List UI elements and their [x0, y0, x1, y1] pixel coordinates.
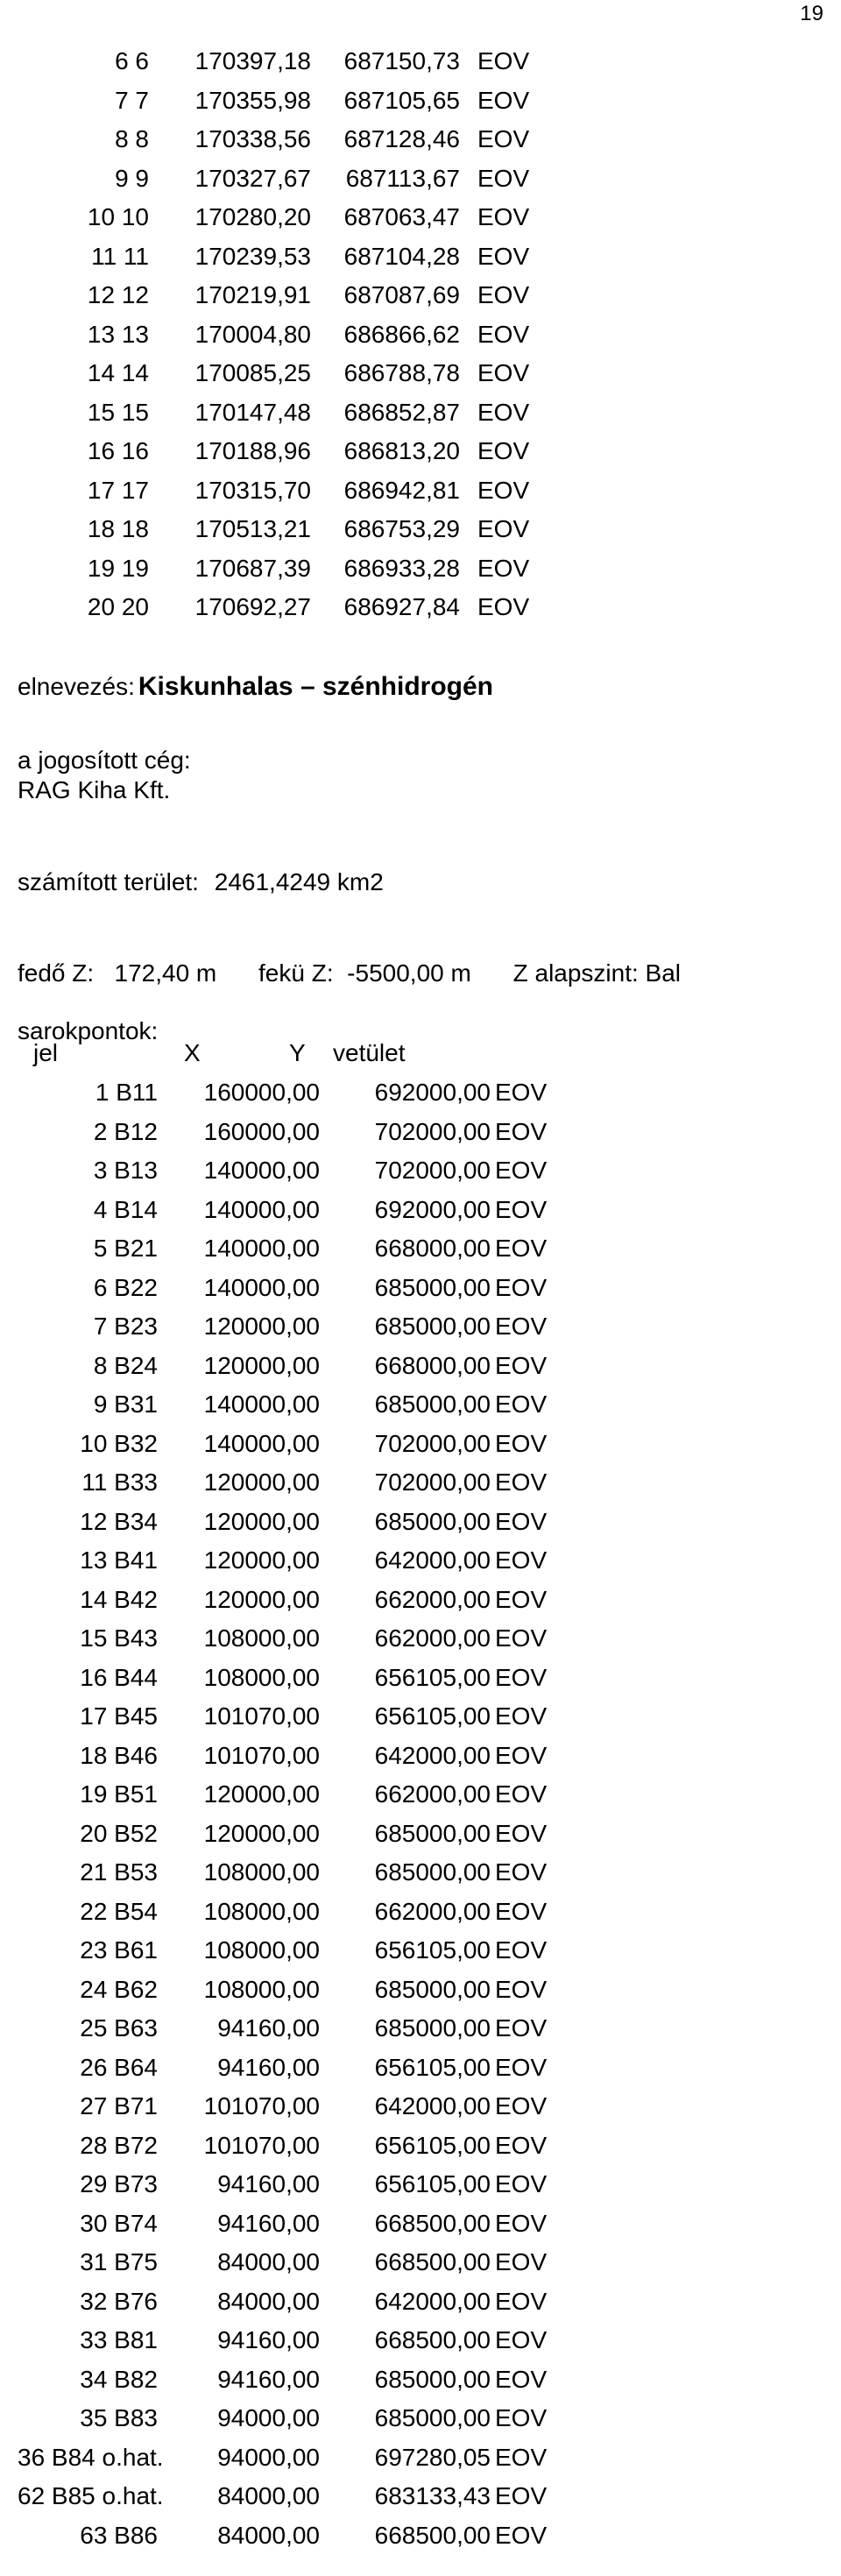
point-id: 5 B21 [93, 1235, 158, 1262]
point-id: 7 B23 [93, 1313, 158, 1340]
x-value: 94000,00 [217, 2443, 320, 2471]
x-value: 108000,00 [203, 1663, 320, 1691]
projection: EOV [477, 476, 530, 504]
corners-label: sarokpontok: [18, 1017, 159, 1044]
x-value: 170513,21 [194, 515, 311, 542]
projection: EOV [495, 1468, 548, 1496]
projection: EOV [477, 203, 530, 230]
area-value: 2461,4249 km2 [214, 868, 384, 895]
projection: EOV [477, 125, 530, 152]
point-id: 35 B83 [80, 2404, 158, 2431]
y-value: 687104,28 [343, 242, 460, 270]
point-id: 34 B82 [80, 2365, 158, 2393]
x-value: 140000,00 [203, 1195, 320, 1223]
x-value: 120000,00 [203, 1507, 320, 1535]
company-value: RAG Kiha Kft. [18, 776, 171, 803]
name-row [18, 672, 493, 702]
header-vetulet: vetület [333, 1039, 406, 1066]
projection: EOV [495, 2014, 548, 2042]
point-id: 32 B76 [80, 2287, 158, 2315]
projection: EOV [477, 281, 530, 308]
x-value: 101070,00 [203, 2092, 320, 2120]
point-id: 33 B81 [80, 2326, 158, 2353]
y-value: 686927,84 [343, 593, 460, 620]
x-value: 140000,00 [203, 1391, 320, 1418]
projection: EOV [495, 1780, 548, 1808]
x-value: 101070,00 [203, 2131, 320, 2159]
y-value: 642000,00 [374, 1546, 491, 1574]
x-value: 170004,80 [194, 320, 311, 348]
projection: EOV [495, 1663, 548, 1691]
x-value: 94160,00 [217, 2326, 320, 2353]
y-value: 685000,00 [374, 2365, 491, 2393]
y-value: 685000,00 [374, 1975, 491, 2003]
point-id: 1 B11 [95, 1079, 158, 1106]
x-value: 170327,67 [194, 164, 311, 192]
point-id: 20 20 [87, 593, 149, 620]
point-id: 10 B32 [80, 1429, 158, 1457]
x-value: 170188,96 [194, 437, 311, 464]
projection: EOV [495, 1157, 548, 1184]
y-value: 686866,62 [343, 320, 460, 348]
projection: EOV [477, 86, 530, 114]
projection: EOV [495, 2482, 548, 2509]
point-id: 11 11 [91, 242, 149, 270]
x-value: 101070,00 [203, 1741, 320, 1769]
y-value: 685000,00 [374, 1273, 491, 1301]
projection: EOV [477, 437, 530, 464]
projection: EOV [495, 1079, 548, 1106]
point-id: 31 B75 [80, 2248, 158, 2275]
x-value: 120000,00 [203, 1585, 320, 1613]
projection: EOV [495, 2404, 548, 2431]
y-value: 656105,00 [374, 1936, 491, 1964]
point-id: 17 17 [87, 476, 149, 504]
point-id: 23 B61 [80, 1936, 158, 1964]
x-value: 108000,00 [203, 1624, 320, 1652]
projection: EOV [495, 2170, 548, 2197]
point-id: 10 10 [87, 203, 149, 230]
projection: EOV [495, 1741, 548, 1769]
y-value: 692000,00 [374, 1195, 491, 1223]
point-id: 16 B44 [80, 1663, 158, 1691]
point-id: 16 16 [87, 437, 149, 464]
projection: EOV [477, 515, 530, 542]
projection: EOV [495, 1117, 548, 1145]
projection: EOV [477, 47, 530, 74]
x-value: 120000,00 [203, 1313, 320, 1340]
projection: EOV [495, 1975, 548, 2003]
x-value: 170338,56 [194, 125, 311, 152]
x-value: 170280,20 [194, 203, 311, 230]
y-value: 685000,00 [374, 2014, 491, 2042]
x-value: 120000,00 [203, 1468, 320, 1496]
y-value: 642000,00 [374, 1741, 491, 1769]
x-value: 160000,00 [203, 1117, 320, 1145]
projection: EOV [495, 1195, 548, 1223]
point-id: 19 B51 [80, 1780, 158, 1808]
alapszint-text: Z alapszint: Bal [512, 959, 682, 987]
projection: EOV [495, 1235, 548, 1262]
point-id: 26 B64 [80, 2053, 158, 2081]
projection: EOV [495, 1351, 548, 1379]
y-value: 685000,00 [374, 1391, 491, 1418]
point-id: 15 15 [87, 398, 149, 426]
y-value: 642000,00 [374, 2287, 491, 2315]
y-value: 685000,00 [374, 1507, 491, 1535]
x-value: 94160,00 [217, 2014, 320, 2042]
point-id: 18 18 [87, 515, 149, 542]
y-value: 662000,00 [374, 1897, 491, 1925]
header-x: X [184, 1039, 201, 1066]
x-value: 94160,00 [217, 2170, 320, 2197]
projection: EOV [495, 2053, 548, 2081]
y-value: 687087,69 [343, 281, 460, 308]
y-value: 668500,00 [374, 2209, 491, 2237]
projection: EOV [495, 1624, 548, 1652]
x-value: 108000,00 [203, 1975, 320, 2003]
company-block [18, 746, 191, 805]
point-id: 6 6 [115, 47, 149, 74]
company-label: a jogosított cég: [18, 747, 191, 774]
point-id: 11 B33 [81, 1468, 158, 1496]
y-value: 685000,00 [374, 2404, 491, 2431]
point-id: 9 9 [115, 164, 149, 192]
point-id: 12 12 [87, 281, 149, 308]
y-value: 668000,00 [374, 1235, 491, 1262]
x-value: 84000,00 [217, 2248, 320, 2275]
projection: EOV [477, 359, 530, 386]
x-value: 170219,91 [194, 281, 311, 308]
x-value: 170355,98 [194, 86, 311, 114]
point-id: 28 B72 [80, 2131, 158, 2159]
projection: EOV [477, 242, 530, 270]
fedo-text: fedő Z: 172,40 m [18, 959, 217, 987]
point-id: 13 13 [87, 320, 149, 348]
y-value: 683133,43 [374, 2482, 491, 2509]
projection: EOV [495, 1313, 548, 1340]
y-value: 662000,00 [374, 1780, 491, 1808]
projection: EOV [495, 2443, 548, 2471]
projection: EOV [495, 1273, 548, 1301]
y-value: 692000,00 [374, 1079, 491, 1106]
point-id: 8 8 [115, 125, 149, 152]
point-id: 27 B71 [80, 2092, 158, 2120]
x-value: 140000,00 [203, 1273, 320, 1301]
projection: EOV [495, 2326, 548, 2353]
point-id: 15 B43 [80, 1624, 158, 1652]
point-id: 18 B46 [80, 1741, 158, 1769]
x-value: 120000,00 [203, 1780, 320, 1808]
y-value: 686788,78 [343, 359, 460, 386]
y-value: 685000,00 [374, 1313, 491, 1340]
x-value: 140000,00 [203, 1429, 320, 1457]
point-id: 63 B86 [80, 2521, 158, 2549]
point-id: 29 B73 [80, 2170, 158, 2197]
y-value: 702000,00 [374, 1429, 491, 1457]
point-id: 3 B13 [93, 1157, 158, 1184]
y-value: 686813,20 [343, 437, 460, 464]
y-value: 656105,00 [374, 1702, 491, 1730]
y-value: 687113,67 [345, 164, 460, 192]
y-value: 702000,00 [374, 1468, 491, 1496]
area-row [18, 867, 384, 897]
x-value: 170239,53 [194, 242, 311, 270]
point-id: 19 19 [87, 554, 149, 582]
point-id: 8 B24 [93, 1351, 158, 1379]
y-value: 702000,00 [374, 1157, 491, 1184]
point-id: 17 B45 [80, 1702, 158, 1730]
y-value: 668500,00 [374, 2248, 491, 2275]
x-value: 170397,18 [194, 47, 311, 74]
projection: EOV [477, 593, 530, 620]
y-value: 668500,00 [374, 2326, 491, 2353]
y-value: 662000,00 [374, 1624, 491, 1652]
y-value: 697280,05 [374, 2443, 491, 2471]
y-value: 668500,00 [374, 2521, 491, 2549]
y-value: 687150,73 [343, 47, 460, 74]
y-value: 686852,87 [343, 398, 460, 426]
x-value: 84000,00 [217, 2287, 320, 2315]
point-id: 25 B63 [80, 2014, 158, 2042]
projection: EOV [495, 2092, 548, 2120]
x-value: 170687,39 [194, 554, 311, 582]
projection: EOV [495, 1897, 548, 1925]
x-value: 108000,00 [203, 1858, 320, 1886]
x-value: 94160,00 [217, 2053, 320, 2081]
y-value: 656105,00 [374, 2053, 491, 2081]
x-value: 108000,00 [203, 1936, 320, 1964]
x-value: 120000,00 [203, 1546, 320, 1574]
point-id: 20 B52 [80, 1819, 158, 1847]
x-value: 120000,00 [203, 1351, 320, 1379]
x-value: 94000,00 [217, 2404, 320, 2431]
y-value: 668000,00 [374, 1351, 491, 1379]
projection: EOV [495, 1391, 548, 1418]
point-id: 22 B54 [80, 1897, 158, 1925]
point-id: 21 B53 [80, 1858, 158, 1886]
feku-text: fekü Z: -5500,00 m [258, 959, 471, 987]
projection: EOV [477, 398, 530, 426]
x-value: 170085,25 [194, 359, 311, 386]
x-value: 170692,27 [194, 593, 311, 620]
point-id: 62 B85 o.hat. [18, 2482, 164, 2509]
projection: EOV [495, 1936, 548, 1964]
projection: EOV [477, 320, 530, 348]
projection: EOV [495, 2365, 548, 2393]
x-value: 101070,00 [203, 1702, 320, 1730]
projection: EOV [495, 2521, 548, 2549]
x-value: 140000,00 [203, 1157, 320, 1184]
point-id: 24 B62 [80, 1975, 158, 2003]
projection: EOV [495, 1507, 548, 1535]
x-value: 94160,00 [217, 2209, 320, 2237]
y-value: 685000,00 [374, 1858, 491, 1886]
x-value: 140000,00 [203, 1235, 320, 1262]
x-value: 170315,70 [194, 476, 311, 504]
x-value: 94160,00 [217, 2365, 320, 2393]
point-id: 14 B42 [80, 1585, 158, 1613]
projection: EOV [495, 1702, 548, 1730]
x-value: 84000,00 [217, 2521, 320, 2549]
projection: EOV [495, 1585, 548, 1613]
header-jel: jel [33, 1039, 59, 1066]
projection: EOV [495, 2248, 548, 2275]
projection: EOV [495, 1546, 548, 1574]
y-value: 662000,00 [374, 1585, 491, 1613]
y-value: 687105,65 [343, 86, 460, 114]
projection: EOV [495, 2131, 548, 2159]
point-id: 12 B34 [80, 1507, 158, 1535]
y-value: 686933,28 [343, 554, 460, 582]
y-value: 656105,00 [374, 2170, 491, 2197]
projection: EOV [477, 554, 530, 582]
name-value: Kiskunhalas – szénhidrogén [138, 672, 493, 701]
point-id: 9 B31 [93, 1391, 158, 1418]
y-value: 702000,00 [374, 1117, 491, 1145]
header-y: Y [289, 1039, 306, 1066]
x-value: 170147,48 [194, 398, 311, 426]
y-value: 687128,46 [343, 125, 460, 152]
depth-row [18, 959, 716, 987]
point-id: 13 B41 [80, 1546, 158, 1574]
projection: EOV [495, 1819, 548, 1847]
x-value: 84000,00 [217, 2482, 320, 2509]
projection: EOV [477, 164, 530, 192]
point-id: 6 B22 [93, 1273, 158, 1301]
page-number: 19 [800, 2, 823, 25]
y-value: 686753,29 [343, 515, 460, 542]
y-value: 686942,81 [343, 476, 460, 504]
y-value: 687063,47 [343, 203, 460, 230]
projection: EOV [495, 1858, 548, 1886]
point-id: 2 B12 [93, 1117, 158, 1145]
y-value: 642000,00 [374, 2092, 491, 2120]
name-label: elnevezés: [18, 673, 135, 700]
y-value: 685000,00 [374, 1819, 491, 1847]
point-id: 36 B84 o.hat. [18, 2443, 164, 2471]
x-value: 120000,00 [203, 1819, 320, 1847]
x-value: 160000,00 [203, 1079, 320, 1106]
point-id: 7 7 [115, 86, 149, 114]
projection: EOV [495, 1429, 548, 1457]
point-id: 30 B74 [80, 2209, 158, 2237]
y-value: 656105,00 [374, 2131, 491, 2159]
x-value: 108000,00 [203, 1897, 320, 1925]
projection: EOV [495, 2287, 548, 2315]
point-id: 14 14 [87, 359, 149, 386]
y-value: 656105,00 [374, 1663, 491, 1691]
projection: EOV [495, 2209, 548, 2237]
point-id: 4 B14 [93, 1195, 158, 1223]
area-label: számított terület: [18, 868, 199, 895]
